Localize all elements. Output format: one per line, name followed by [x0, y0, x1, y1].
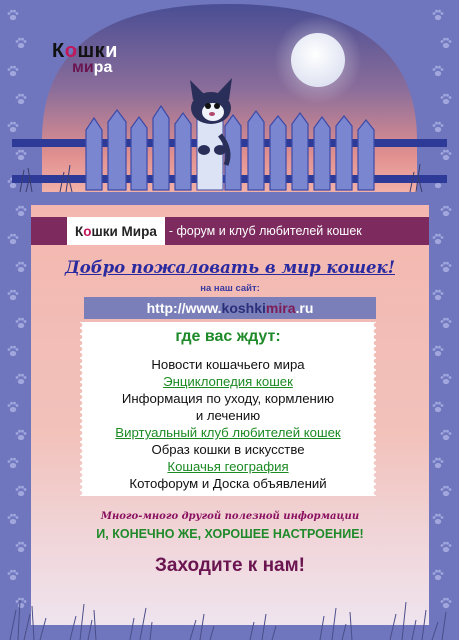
url-bar[interactable] — [84, 297, 376, 319]
banner-title-rest: шки Мира — [91, 223, 157, 239]
grass-footer — [0, 570, 459, 640]
night-fence-scene — [0, 0, 459, 205]
logo-letter-o: о — [64, 40, 78, 62]
site-label: на наш сайт: — [200, 283, 260, 294]
feature-care-info-cont: и лечению — [195, 408, 261, 423]
logo-line-2 — [72, 59, 118, 77]
url-prefix: http://www. — [146, 300, 222, 316]
logo-letters-ra: ра — [93, 59, 113, 76]
site-url[interactable] — [147, 300, 314, 316]
good-mood-text: И, КОНЕЧНО ЖЕ, ХОРОШЕЕ НАСТРОЕНИЕ! — [96, 527, 364, 541]
logo-letters-mi: ми — [72, 59, 94, 76]
features-title: где вас ждут: — [175, 328, 281, 345]
welcome-heading: Добро пожаловать в мир кошек! — [65, 258, 395, 277]
feature-news: Новости кошачьего мира — [151, 357, 305, 372]
banner-title-o: о — [83, 223, 92, 239]
feature-forum: Котофорум и Доска объявлений — [129, 476, 327, 491]
title-banner — [31, 217, 429, 245]
moon — [291, 33, 345, 87]
site-logo — [52, 40, 118, 77]
banner-title-box — [67, 217, 165, 245]
logo-letters-shk: шк — [77, 40, 106, 62]
more-info-text: Много-много другой полезной информации — [100, 511, 360, 522]
feature-care-info: Информация по уходу, кормлению — [121, 391, 335, 406]
url-koshki: koshki — [221, 300, 266, 316]
banner-subtitle: - форум и клуб любителей кошек — [168, 224, 362, 238]
feature-encyclopedia-link[interactable]: Энциклопедия кошек — [163, 374, 293, 389]
feature-art: Образ кошки в искусстве — [151, 442, 305, 457]
url-mira: mira — [265, 300, 296, 316]
banner-title-k: К — [75, 223, 84, 239]
feature-virtual-club-link[interactable]: Виртуальный клуб любителей кошек — [115, 425, 341, 440]
features-card — [84, 322, 372, 496]
banner-title — [75, 224, 157, 239]
url-tld: .ru — [295, 300, 314, 316]
logo-letter-i: и — [105, 40, 118, 62]
call-to-action: Заходите к нам! — [154, 555, 306, 576]
feature-geography-link[interactable]: Кошачья география — [167, 459, 289, 474]
logo-letter-k: К — [52, 40, 65, 62]
features-list — [84, 356, 372, 492]
